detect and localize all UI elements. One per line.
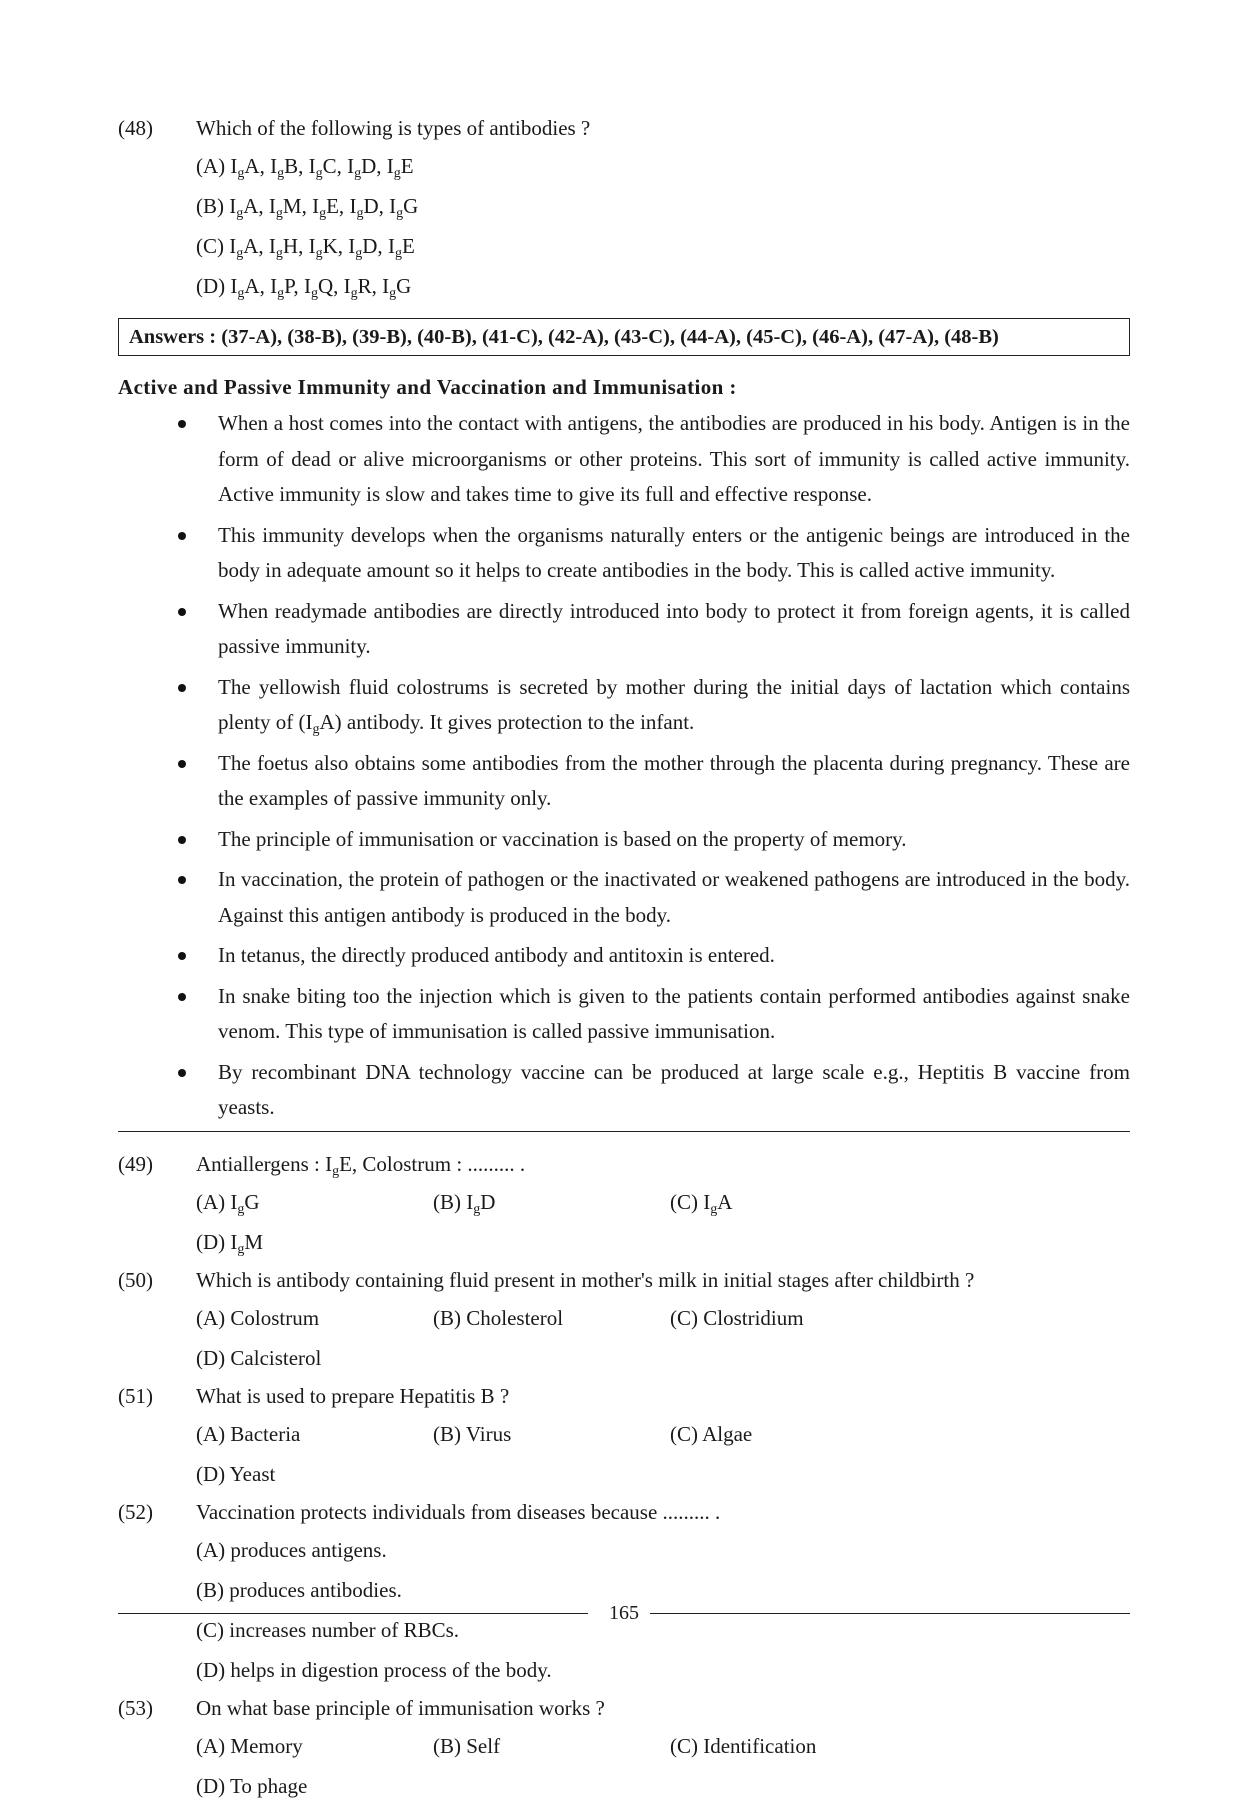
option-c: (C) $I_gA$ [670,1189,733,1217]
question-number: (51) [118,1383,153,1408]
options-q50 [196,1298,1130,1378]
option-a: (A) Bacteria [196,1421,301,1446]
option-d: (D) Yeast [196,1461,276,1486]
option-d: (D) helps in digestion process of the body. [196,1657,552,1682]
option-d: (D) To phage [196,1773,308,1798]
option-c: (C) Algae [670,1421,753,1446]
option-c: (C) Clostridium [670,1305,804,1330]
question-text: What is used to prepare Hepatitis B ? [196,1383,510,1408]
bullet-item: When a host comes into the contact with antigens, the antibodies are produced in his body. Antigen is in the form of dead or alive microorganisms or other proteins. This sort of immunity is called active immunity. Active immunity is slow and takes time to give its full and effective response. [218,406,1130,513]
bullet-list [118,406,1130,1126]
question-text: Vaccination protects individuals from diseases because ......... . [196,1499,721,1524]
bullet-item: The yellowish fluid colostrums is secreted by mother during the initial days of lactation which contains plenty of $(I_gA)$ antibody. It gives protection to the infant. [218,670,1130,741]
question-number: (52) [118,1499,153,1524]
option-b: (B) Virus [433,1421,512,1446]
bullet-item: In tetanus, the directly produced antibody and antitoxin is entered. [218,938,1130,974]
question-number: (48) [118,116,153,140]
bullet-item: This immunity develops when the organisms naturally enters or the antigenic beings are introduced in the body in adequate amount so it helps to create antibodies in the body. This is called active immunity. [218,518,1130,589]
question-number: (49) [118,1151,153,1176]
option-b: (B) $I_gD$ [433,1189,496,1217]
question-48 [118,110,1130,306]
bullet-dot-icon [178,420,186,428]
bullet-dot-icon [178,684,186,692]
option-a: (A) $I_gG$ [196,1189,260,1217]
page-footer [118,1598,1130,1628]
option-d: (D) Calcisterol [196,1345,322,1370]
options-q51 [196,1414,1130,1494]
option-c: (C) Identification [670,1733,817,1758]
bullet-dot-icon [178,1069,186,1077]
option-a: (A) Colostrum [196,1305,320,1330]
option-a: (A) Memory [196,1733,303,1758]
question-number: (53) [118,1695,153,1720]
option-b: (B) Cholesterol [433,1305,564,1330]
answer-key-box: Answers : (37-A), (38-B), (39-B), (40-B), (41-C), (42-A), (43-C), (44-A), (45-C), (46-A), (47-A), (48-B) [118,318,1130,356]
options-q53 [196,1726,1130,1806]
option-d: (D) $I_gA$, $I_gP$, $I_gQ$, $I_gR$, $I_gG$ [196,274,412,301]
option-b: (B) $I_gA$, $I_gM$, $I_gE$, $I_gD$, $I_gG$ [196,194,419,221]
bullet-dot-icon [178,993,186,1001]
question-text: Which of the following is types of antibodies ? [196,116,591,140]
options-q49 [196,1182,1130,1262]
bullet-dot-icon [178,760,186,768]
bullet-item: In snake biting too the injection which is given to the patients contain performed antibodies against snake venom. This type of immunisation is called passive immunisation. [218,979,1130,1050]
option-b: (B) Self [433,1733,501,1758]
question-text: Antiallergens : $I_gE$, Colostrum : ......... . [196,1151,526,1179]
option-a: (A) $I_gA$, $I_gB$, $I_gC$, $I_gD$, $I_gE$ [196,154,414,181]
option-c: (C) increases number of RBCs. [196,1617,460,1642]
option-d: (D) $I_gM$ [196,1229,264,1257]
page-content [118,110,1130,1806]
bullet-item: The principle of immunisation or vaccination is based on the property of memory. [218,822,1130,858]
option-b: (B) produces antibodies. [196,1577,402,1602]
page-number: 165 [118,1598,1130,1628]
option-c: (C) $I_gA$, $I_gH$, $I_gK$, $I_gD$, $I_gE$ [196,234,415,261]
section-heading: Active and Passive Immunity and Vaccination and Immunisation : [118,375,737,399]
bullet-item: The foetus also obtains some antibodies from the mother through the placenta during pregnancy. These are the examples of passive immunity only. [218,746,1130,817]
bullet-item: When readymade antibodies are directly introduced into body to protect it from foreign agents, it is called passive immunity. [218,594,1130,665]
question-text: Which is antibody containing fluid present in mother's milk in initial stages after childbirth ? [196,1267,975,1292]
bullet-dot-icon [178,608,186,616]
bullet-dot-icon [178,532,186,540]
section-divider [118,1131,1130,1132]
question-49 [118,1146,1130,1262]
question-51 [118,1378,1130,1494]
question-52 [118,1494,1130,1690]
bullet-item: In vaccination, the protein of pathogen or the inactivated or weakened pathogens are introduced in the body. Against this antigen antibody is produced in the body. [218,862,1130,933]
options-q48 [196,146,1130,306]
question-53 [118,1690,1130,1806]
question-50 [118,1262,1130,1378]
bullet-item: By recombinant DNA technology vaccine can be produced at large scale e.g., Heptitis B vaccine from yeasts. [218,1055,1130,1126]
question-number: (50) [118,1267,153,1292]
bullet-dot-icon [178,876,186,884]
option-a: (A) produces antigens. [196,1537,387,1562]
bullet-dot-icon [178,952,186,960]
question-text: On what base principle of immunisation works ? [196,1695,605,1720]
bullet-dot-icon [178,836,186,844]
